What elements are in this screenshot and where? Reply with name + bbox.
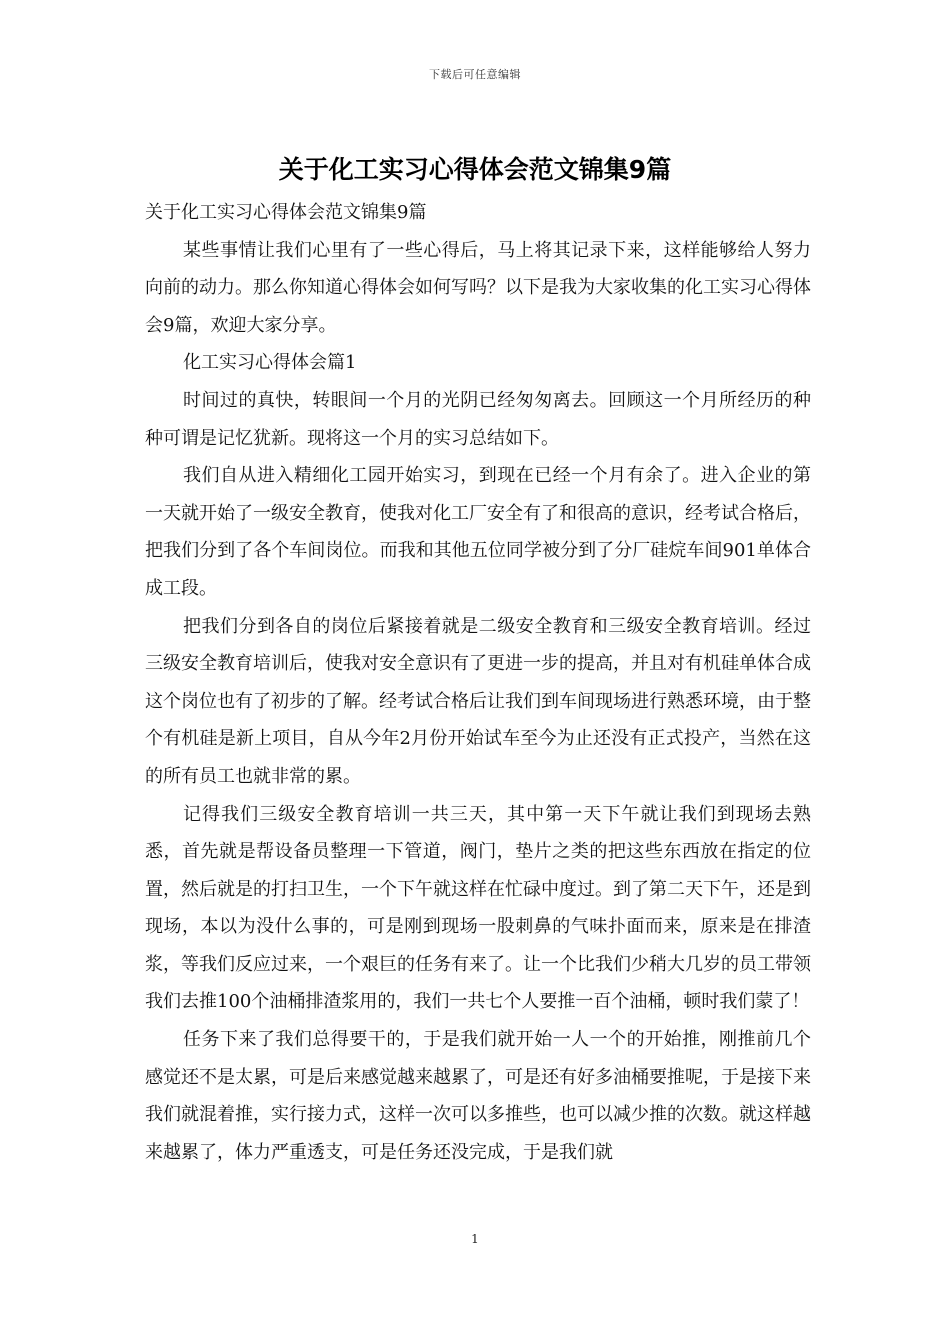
intro-paragraph: 某些事情让我们心里有了一些心得后，马上将其记录下来，这样能够给人努力向前的动力。那么你知道心得体会如何写吗？以下是我为大家收集的化工实习心得体会9篇，欢迎大家分享。 — [145, 239, 811, 336]
document-title: 关于化工实习心得体会范文锦集9篇 — [278, 155, 672, 184]
page-header-note: 下载后可任意编辑 — [429, 68, 521, 81]
section-heading: 化工实习心得体会篇1 — [183, 352, 357, 374]
subtitle-line: 关于化工实习心得体会范文锦集9篇 — [145, 202, 427, 223]
page-number: 1 — [471, 1232, 479, 1246]
body-paragraph: 把我们分到各自的岗位后紧接着就是二级安全教育和三级安全教育培训。经过三级安全教育培训后，使我对安全意识有了更进一步的提高，并且对有机硅单体合成这个岗位也有了初步的了解。经考试合格后让我们到车间现场进行熟悉环境，由于整个有机硅是新上项目，自从今年2月份开始试车至今为止还没有正式投产，当然在这的所有员工也就非常的累。 — [145, 615, 811, 787]
body-paragraph: 时间过的真快，转眼间一个月的光阴已经匆匆离去。回顾这一个月所经历的种种可谓是记忆犹新。现将这一个月的实习总结如下。 — [145, 389, 811, 449]
body-paragraph: 记得我们三级安全教育培训一共三天，其中第一天下午就让我们到现场去熟悉，首先就是帮设备员整理一下管道，阀门，垫片之类的把这些东西放在指定的位置，然后就是的打扫卫生，一个下午就这样在忙碌中度过。到了第二天下午，还是到现场，本以为没什么事的，可是刚到现场一股刺鼻的气味扑面而来，原来是在排渣浆，等我们反应过来，一个艰巨的任务有来了。让一个比我们少稍大几岁的员工带领我们去推100个油桶排渣浆用的，我们一共七个人要推一百个油桶，顿时我们蒙了！ — [145, 803, 811, 1013]
body-paragraph: 我们自从进入精细化工园开始实习，到现在已经一个月有余了。进入企业的第一天就开始了一级安全教育，使我对化工厂安全有了和很高的意识，经考试合格后，把我们分到了各个车间岗位。而我和其他五位同学被分到了分厂硅烷车间901单体合成工段。 — [145, 465, 811, 599]
document-body — [145, 194, 811, 1171]
body-paragraph: 任务下来了我们总得要干的，于是我们就开始一人一个的开始推，刚推前几个感觉还不是太累，可是后来感觉越来越累了，可是还有好多油桶要推呢，于是接下来我们就混着推，实行接力式，这样一次可以多推些，也可以减少推的次数。就这样越来越累了，体力严重透支，可是任务还没完成，于是我们就 — [145, 1029, 811, 1163]
